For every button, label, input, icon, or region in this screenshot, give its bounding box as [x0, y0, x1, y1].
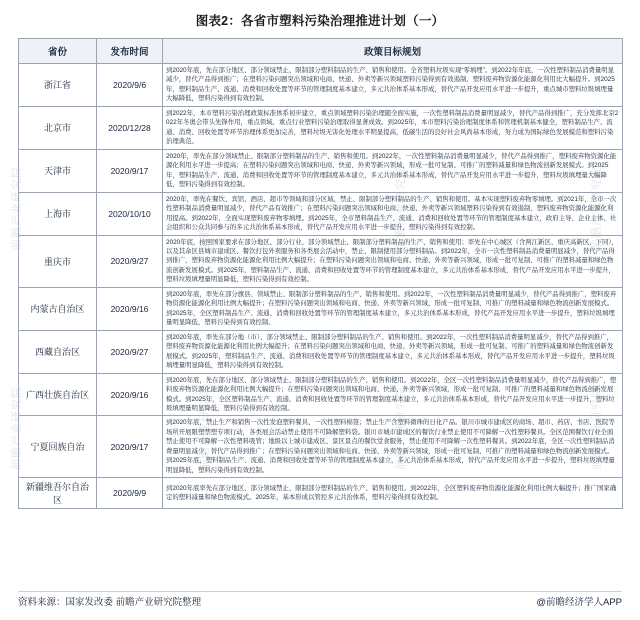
cell-date: 2020/9/27 [97, 330, 163, 373]
watermark: 前瞻产业研究院 [199, 166, 211, 250]
policy-table [18, 38, 623, 509]
cell-goal: 到2020年底，先在部分地区、部分领域禁止、限制部分塑料制品的生产、销售和使用。全省塑料垃圾实现“零填埋”。到2022年年底，一次性塑料制品消费量明显减少，替代产品得到推广；在塑料污染问题突出领域和电商、快递、外卖等新兴领域塑料污染得到有效遏制，塑料废弃物资源化能源化利用比大幅提升。到2025年，塑料制品生产、流通、消费和回收处置等环节的管理制度基本建立，多元共治体系基本形成，替代产品开发应用水平进一步提升，重点城市塑料垃圾填埋量大幅降低，塑料污染得到有效控制。 [163, 64, 623, 107]
column-header-province: 省份 [19, 39, 97, 64]
watermark: 前瞻产业研究院 [395, 386, 407, 470]
watermark: 前瞻产业研究院 [11, 166, 23, 250]
cell-province: 内蒙古自治区 [19, 287, 97, 330]
cell-goal: 到2020年底，禁止生产和销售一次性发泡塑料餐具、一次性塑料棉签；禁止生产含塑料微珠的日化产品。银川市城市建成区的商场、超市、药店、书店、医院等场所开展限塑禁塑专项行动，各类展会活动禁止使用不可降解塑料袋。银川市城市建成区的餐饮行业禁止使用不可降解一次性塑料餐具。全区范围餐饮行业全面禁止使用不可降解一次性塑料吸管；地级以上城市建成区、景区景点的餐饮堂食服务，禁止使用不可降解一次性塑料餐具。到2022年底，全区一次性塑料制品消费量明显减少，替代产品得到推广；在塑料污染问题突出领域和电商、快递、外卖等新兴领域，形成一批可复制、可推广的塑料减量和绿色物流创新发展模式。到2025年底，塑料制品生产、流通、消费和回收处置等环节的管理制度基本建立，多元共治体系基本形成，替代产品开发应用水平进一步提升，塑料垃圾填埋量明显降低，塑料污染得到有效控制。 [163, 416, 623, 478]
cell-goal: 2020年，率先在部分领域禁止、限制部分塑料制品的生产、销售和使用。到2022年，一次性塑料制品消费量明显减少，替代产品得到推广，塑料废弃物资源化能源化利用水平进一步提高；在塑料污染问题突出领域和电商、快递、外卖等新兴领域，形成一批可复制、可推广的塑料减量和绿色物流创新发展模式。到2025年，塑料制品生产、流通、消费和回收处置等环节的管理制度基本建立，多元共治体系基本形成，替代产品开发应用水平进一步提升，塑料垃圾填埋量大幅降低，塑料污染得到有效控制。 [163, 149, 623, 192]
cell-province: 浙江省 [19, 64, 97, 107]
cell-province: 西藏自治区 [19, 330, 97, 373]
watermark: 前瞻产业研究院 [199, 386, 211, 470]
source-note: 资料来源：国家发改委 前瞻产业研究院整理 [18, 597, 202, 608]
table-row [19, 373, 623, 416]
watermark: 前瞻产业研究院 [11, 386, 23, 470]
cell-province: 北京市 [19, 106, 97, 149]
cell-goal: 到2020年底，率先在部分旗县、领域禁止、限制部分塑料制品的生产、销售和使用。到2022年，一次性塑料制品消费量明显减少，替代产品得到推广，塑料废弃物资源化能源化利用比例大幅提升；在塑料污染问题突出领域和电商、快递、外卖等新兴领域，形成一批可复制、可推广的塑料减量和绿色物流创新发展模式。到2025年，全区塑料制品生产、流通、消费和回收处置等环节的管理制度基本建立，多元共治体系基本形成，替代产品开发应用水平进一步提升，塑料垃圾填埋量明显降低，塑料污染得到有效控制。 [163, 287, 623, 330]
footer [18, 594, 622, 612]
table-row [19, 106, 623, 149]
cell-province: 上海市 [19, 192, 97, 235]
table-row [19, 416, 623, 478]
table-row [19, 149, 623, 192]
cell-province: 重庆市 [19, 235, 97, 287]
cell-goal: 到2020年底，先在部分地区、部分领域禁止、限制部分塑料制品的生产、销售和使用。到2022年，全区一次性塑料制品消费量明显减少，替代产品得到推广，塑料废弃物资源化能源化利用比例大幅提升；在塑料污染问题突出领域和电商、快递、外卖等新兴领域，形成一批可复制、可推广的塑料减量和绿色物流创新发展模式。到2025年，全区塑料制品生产、流通、消费和回收处置等环节的管理制度基本建立，多元共治体系基本形成，替代产品开发应用水平进一步提升，塑料垃圾填埋量明显降低，塑料污染得到有效控制。 [163, 373, 623, 416]
cell-goal: 2020年底，按照国家要求在部分地区、部分行业、部分领域禁止、限制部分塑料制品的生产、销售和使用；率先在中心城区（含两江新区、重庆高新区，下同），以及其余区县城市建成区、餐饮打包外卖服务和各类展会活动中，禁止、限制使用部分塑料制品。到2022年，全市一次性塑料制品消费量明显减少，替代产品得到推广，塑料废弃物资源化能源化利用比例大幅提升；在塑料污染问题突出领域和电商、快递、外卖等新兴领域，形成一批可复制、可推广的塑料减量和绿色物流创新发展模式。到2025年，塑料制品生产、流通、消费和回收处置等环节的管理制度基本建立，多元共治体系基本形成，替代产品开发应用水平进一步提升，塑料垃圾填埋量明显降低，塑料污染得到有效控制。 [163, 235, 623, 287]
watermark: 前瞻产业研究院 [591, 166, 603, 250]
column-header-date: 发布时间 [97, 39, 163, 64]
cell-province: 宁夏回族自治 [19, 416, 97, 478]
cell-date: 2020/9/16 [97, 287, 163, 330]
page-title: 图表2：各省市塑料污染治理推进计划（一） [195, 14, 445, 28]
table-header-row [19, 39, 623, 64]
brand-label: @前瞻经济学人APP [536, 597, 622, 608]
cell-date: 2020/12/28 [97, 106, 163, 149]
cell-date: 2020/9/17 [97, 149, 163, 192]
cell-goal: 到2022年，本市塑料污染治理政策标准体系初步建立，重点领域塑料污染治理随全面实施，一次性塑料制品消费量明显减少，替代产品得到推广，充分发挥北京2022年冬奥会带头先锋作用，重点领域、重点行业塑料污染治理取得显著成效。到2025年，本市塑料污染治理制度体系和管理机制基本健全，塑料制品生产、流通、消费、回收处置等环节治理体系更加完善，塑料垃圾无害化处理水平明显提高，低碳生活的良好社会风尚基本形成，努力成为国际绿色发展模范和塑料污染治理典范。 [163, 106, 623, 149]
table-row [19, 330, 623, 373]
table-row [19, 64, 623, 107]
cell-date: 2020/9/6 [97, 64, 163, 107]
cell-date: 2020/9/27 [97, 235, 163, 287]
cell-goal: 到2020年底率先在部分地区、部分领域禁止、限制部分塑料制品的生产、销售和使用。到2022年，全区塑料废弃物资源化能源化利用比例大幅提升；推广国家确定的塑料减量和绿色物流模式。2025年，基本形成以管控多元共治体系，塑料污染得到有效控制。 [163, 478, 623, 509]
watermark: 前瞻产业研究院 [591, 386, 603, 470]
table-body [19, 64, 623, 509]
cell-goal: 到2020年底，率先在部分地（市）、部分领域禁止、限制部分塑料制品的生产、销售和使用。到2022年，一次性塑料制品消费量明显减少，替代产品得到推广，塑料废弃物资源化能源化利用比例大幅提升；在塑料污染问题突出领域和电商、快递、外卖等新兴领域，形成一批可复制、可推广的塑料减量和绿色物流创新发展模式。到2025年，塑料制品生产、流通、消费和回收处置等环节的管理制度基本建立，多元共治体系基本形成，替代产品开发应用水平进一步提升，塑料垃圾填埋量明显降低，塑料污染得到有效控制。 [163, 330, 623, 373]
cell-province: 天津市 [19, 149, 97, 192]
table-row [19, 478, 623, 509]
table-row [19, 235, 623, 287]
cell-province: 广西壮族自治区 [19, 373, 97, 416]
table-header [19, 39, 623, 64]
cell-province: 新疆维吾尔自治区 [19, 478, 97, 509]
table-row [19, 287, 623, 330]
cell-date: 2020/9/17 [97, 416, 163, 478]
watermark: 前瞻产业研究院 [395, 166, 407, 250]
cell-date: 2020/9/16 [97, 373, 163, 416]
footer-divider [18, 591, 622, 592]
cell-date: 2020/9/9 [97, 478, 163, 509]
cell-goal: 2020年，率先在餐饮、宾馆、酒店、超市等领域和部分区域，禁止、限制部分塑料制品的生产、销售和使用。基本实现塑料废弃物零填埋。到2021年，全市一次性塑料制品消费量明显减少，替代产品有效推广；在塑料污染问题突出领域和电商、快递、外卖等新兴领域塑料污染得到有效遏制，塑料废弃物资源化能源化利用提高。到2022年，全面实现塑料废弃物零填埋。到2025年，全市塑料制品生产、流通、消费和回收处置等环节的管理制度基本建立，政府主导、企业主体、社会组织和公众共同参与的多元共治体系基本形成，替代产品开发应用水平进一步提升，塑料污染得到有效控制。 [163, 192, 623, 235]
cell-date: 2020/10/10 [97, 192, 163, 235]
column-header-goal: 政策目标规划 [163, 39, 623, 64]
table-row [19, 192, 623, 235]
